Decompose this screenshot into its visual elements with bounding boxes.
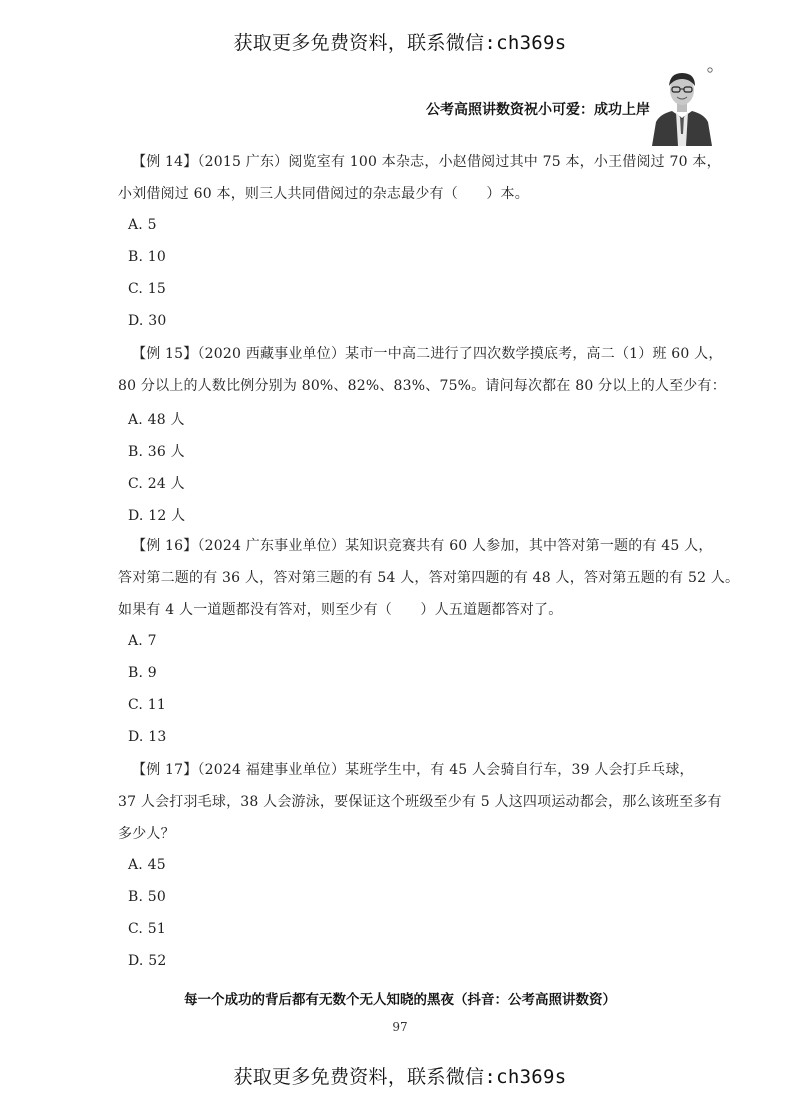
question-15-line-2: 80 分以上的人数比例分别为 80%、82%、83%、75%。请问每次都在 80 分以上的人至少有： xyxy=(118,378,726,394)
question-16-option-d: D. 13 xyxy=(128,729,167,745)
header-tagline: 公考高照讲数资祝小可爱：成功上岸 xyxy=(426,102,650,118)
question-15-option-d: D. 12 人 xyxy=(128,508,186,524)
page-number: 97 xyxy=(392,1020,408,1034)
question-17-option-b: B. 50 xyxy=(128,889,167,905)
question-17-line-2: 37 人会打羽毛球，38 人会游泳，要保证这个班级至少有 5 人这四项运动都会，那么该班至多有 xyxy=(118,794,722,810)
question-17-option-a: A. 45 xyxy=(128,857,166,873)
question-14-option-a: A. 5 xyxy=(128,217,157,233)
question-14-option-b: B. 10 xyxy=(128,249,167,265)
question-14-line-2: 小刘借阅过 60 本，则三人共同借阅过的杂志最少有（ ）本。 xyxy=(118,186,529,202)
question-16-line-1: 【例 16】（2024 广东事业单位）某知识竞赛共有 60 人参加，其中答对第一题的有 45 人， xyxy=(132,538,713,554)
footer-slogan: 每一个成功的背后都有无数个无人知晓的黑夜（抖音：公考高照讲数资） xyxy=(184,992,616,1008)
question-14-option-c: C. 15 xyxy=(128,281,166,297)
author-portrait xyxy=(650,64,714,146)
question-16-option-a: A. 7 xyxy=(128,633,157,649)
question-16-line-3: 如果有 4 人一道题都没有答对，则至少有（ ）人五道题都答对了。 xyxy=(118,602,563,618)
question-17-option-c: C. 51 xyxy=(128,921,166,937)
question-16-line-2: 答对第二题的有 36 人，答对第三题的有 54 人，答对第四题的有 48 人，答对第五题的有 52 人。 xyxy=(118,570,740,586)
question-16-option-c: C. 11 xyxy=(128,697,166,713)
question-15-option-c: C. 24 人 xyxy=(128,476,185,492)
question-14-line-1: 【例 14】（2015 广东）阅览室有 100 本杂志，小赵借阅过其中 75 本，小王借阅过 70 本， xyxy=(132,154,721,170)
question-17-option-d: D. 52 xyxy=(128,953,167,969)
question-15-line-1: 【例 15】（2020 西藏事业单位）某市一中高二进行了四次数学摸底考，高二（1）班 60 人， xyxy=(132,346,723,362)
question-15-option-a: A. 48 人 xyxy=(128,412,185,428)
question-15-option-b: B. 36 人 xyxy=(128,444,185,460)
watermark-top: 获取更多免费资料，联系微信:ch369s xyxy=(233,32,567,54)
question-16-option-b: B. 9 xyxy=(128,665,157,681)
question-17-line-3: 多少人？ xyxy=(118,826,175,842)
question-17-line-1: 【例 17】（2024 福建事业单位）某班学生中，有 45 人会骑自行车，39 人会打乒乓球， xyxy=(132,762,694,778)
question-14-option-d: D. 30 xyxy=(128,313,167,329)
watermark-bottom: 获取更多免费资料，联系微信:ch369s xyxy=(233,1066,567,1088)
